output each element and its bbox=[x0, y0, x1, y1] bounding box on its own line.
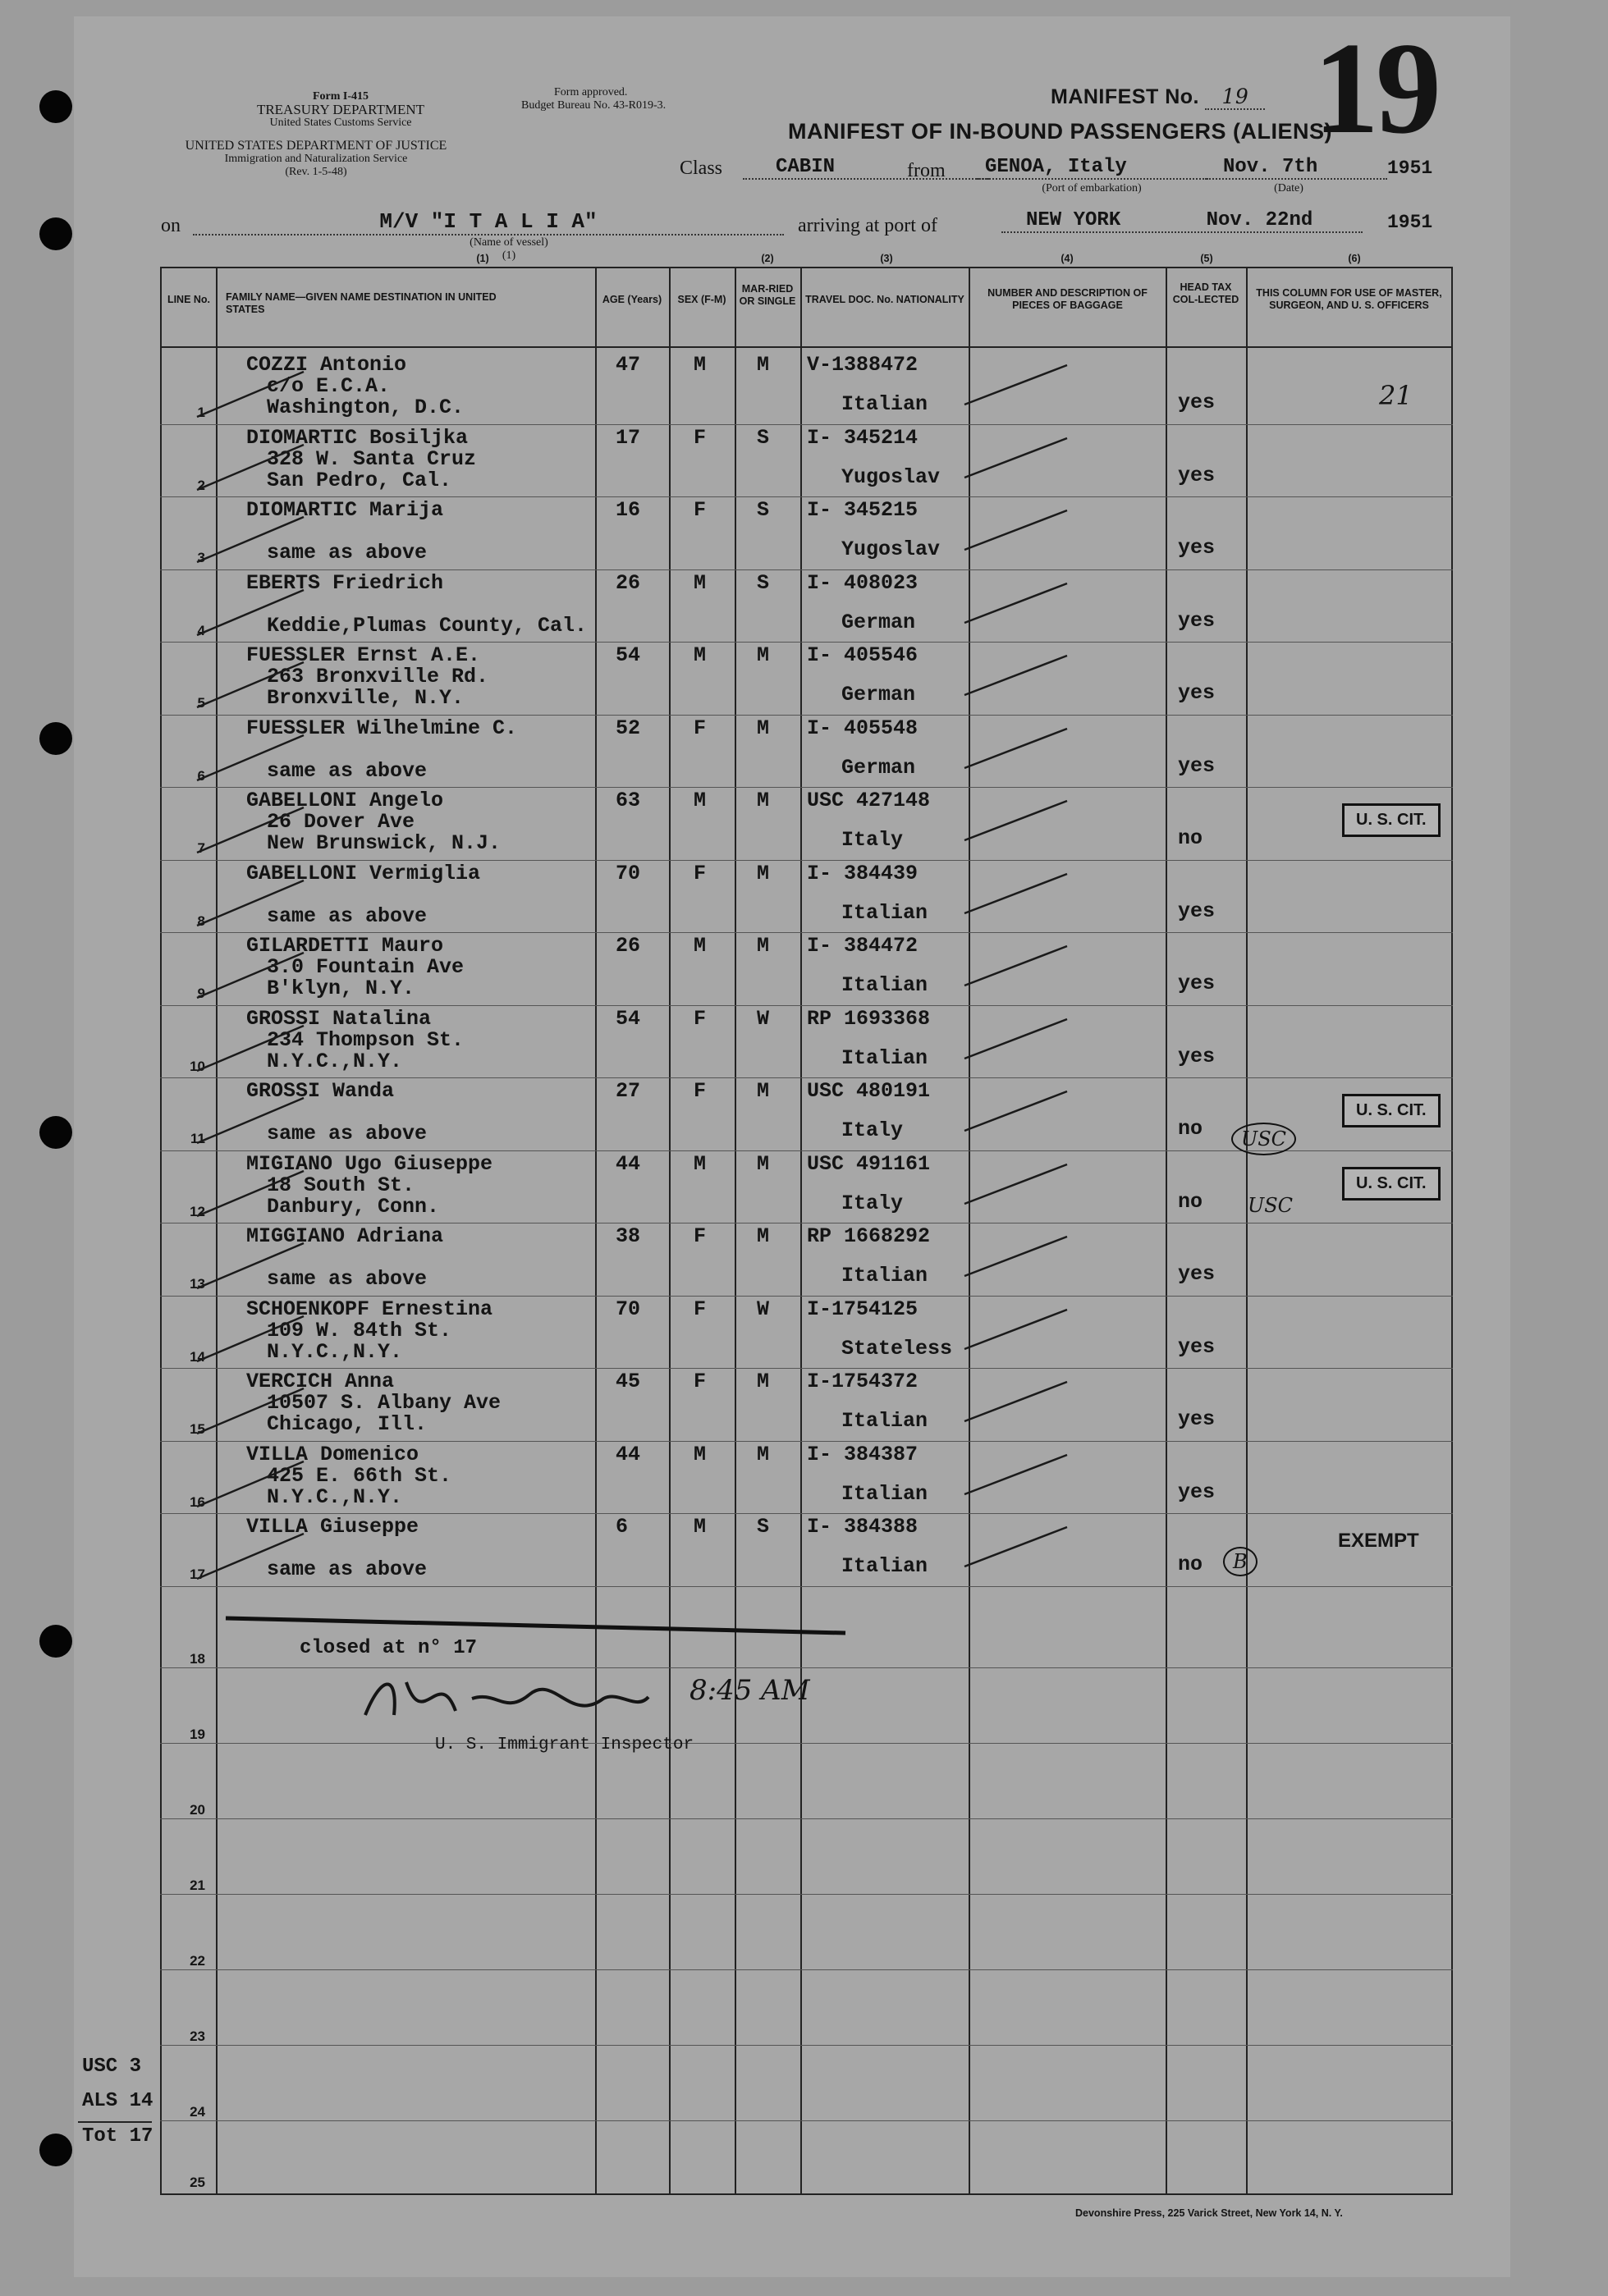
justice-label: UNITED STATES DEPARTMENT OF JUSTICE bbox=[185, 139, 447, 153]
destination-line2: San Pedro, Cal. bbox=[267, 468, 452, 492]
revision-label: (Rev. 1-5-48) bbox=[285, 166, 347, 178]
form-block bbox=[222, 90, 460, 130]
form-number: Form I-415 bbox=[312, 90, 369, 103]
binder-hole bbox=[39, 1625, 72, 1658]
destination-line2: B'klyn, N.Y. bbox=[267, 976, 415, 1000]
row-rule bbox=[160, 1667, 1453, 1668]
travel-doc-number: USC 427148 bbox=[807, 789, 931, 812]
check-stroke bbox=[960, 428, 1092, 494]
vessel-caption: (Name of vessel) bbox=[470, 236, 548, 249]
date-caption: (Date) bbox=[1274, 182, 1303, 194]
travel-doc-number: I- 405546 bbox=[807, 643, 919, 667]
line-number: 8 bbox=[197, 912, 205, 929]
passenger-sex: F bbox=[694, 1224, 707, 1248]
embarkation-port: GENOA, Italy bbox=[977, 156, 1207, 180]
check-stroke bbox=[960, 355, 1092, 421]
passenger-marital: M bbox=[757, 1370, 770, 1393]
head-tax: no bbox=[1178, 1553, 1203, 1576]
passenger-sex: M bbox=[694, 570, 707, 595]
head-tax: yes bbox=[1178, 1480, 1216, 1504]
row-rule bbox=[160, 2045, 1453, 2046]
passenger-sex: M bbox=[694, 1515, 707, 1539]
us-citizen-stamp: U. S. CIT. bbox=[1342, 1167, 1441, 1201]
check-stroke bbox=[189, 359, 681, 425]
col-name: FAMILY NAME—GIVEN NAME DESTINATION IN UNITED STATES bbox=[226, 291, 497, 315]
passenger-marital: S bbox=[757, 1515, 770, 1539]
head-tax: yes bbox=[1178, 753, 1216, 778]
class-value: CABIN bbox=[743, 156, 989, 180]
head-tax: yes bbox=[1178, 1044, 1216, 1068]
check-stroke bbox=[960, 1372, 1092, 1438]
destination-line1: 26 Dover Ave bbox=[267, 810, 415, 834]
margin-rule bbox=[78, 2121, 152, 2123]
passenger-marital: W bbox=[757, 1006, 770, 1031]
nationality: German bbox=[841, 683, 916, 707]
passenger-age: 63 bbox=[616, 789, 641, 812]
binder-hole bbox=[39, 217, 72, 250]
margin-note: ALS 14 bbox=[82, 2090, 153, 2112]
passenger-name: COZZI Antonio bbox=[246, 353, 407, 377]
line-number: 3 bbox=[197, 550, 205, 565]
manifest-number: 19 bbox=[1205, 85, 1265, 110]
head-tax: yes bbox=[1178, 1334, 1216, 1359]
binder-hole bbox=[39, 1116, 72, 1149]
line-number: 11 bbox=[190, 1131, 205, 1146]
approval-block bbox=[521, 86, 743, 112]
travel-doc-number: I- 405548 bbox=[807, 716, 919, 740]
passenger-sex: M bbox=[694, 789, 707, 812]
passenger-sex: M bbox=[694, 643, 707, 667]
col-baggage: NUMBER AND DESCRIPTION OF PIECES OF BAGGAGE bbox=[987, 287, 1148, 311]
check-stroke bbox=[189, 432, 681, 498]
passenger-marital: M bbox=[757, 1224, 770, 1248]
passenger-marital: W bbox=[757, 1297, 770, 1321]
usc-note: USC bbox=[1248, 1194, 1294, 1217]
check-stroke bbox=[189, 1449, 681, 1515]
budget-label: Budget Bureau No. 43-R019-3. bbox=[521, 99, 667, 112]
check-stroke bbox=[960, 1009, 1092, 1075]
passenger-name: VILLA Giuseppe bbox=[246, 1515, 419, 1539]
destination-line1: c/o E.C.A. bbox=[267, 374, 391, 398]
passenger-age: 26 bbox=[616, 570, 641, 595]
check-stroke bbox=[960, 719, 1092, 784]
passenger-age: 45 bbox=[616, 1370, 641, 1393]
destination-line2: same as above bbox=[267, 1557, 428, 1581]
travel-doc-number: I- 384472 bbox=[807, 934, 919, 958]
passenger-sex: F bbox=[694, 716, 707, 740]
margin-note: USC 3 bbox=[82, 2056, 142, 2078]
passenger-marital: S bbox=[757, 498, 770, 522]
col-officers: THIS COLUMN FOR USE OF MASTER, SURGEON, AND U. S. OFFICERS bbox=[1256, 287, 1442, 311]
nationality: German bbox=[841, 610, 916, 634]
head-tax: yes bbox=[1178, 972, 1216, 995]
passenger-marital: M bbox=[757, 1442, 770, 1466]
destination-line2: Bronxville, N.Y. bbox=[267, 686, 465, 710]
row-rule bbox=[160, 1818, 1453, 1819]
nationality: Stateless bbox=[841, 1336, 953, 1361]
line-number: 10 bbox=[190, 1058, 205, 1074]
passenger-age: 17 bbox=[616, 425, 641, 450]
check-stroke bbox=[960, 1517, 1092, 1583]
check-stroke bbox=[189, 723, 681, 789]
passenger-name: FUESSLER Wilhelmine C. bbox=[246, 716, 518, 740]
col-travel-doc: TRAVEL DOC. No. NATIONALITY bbox=[805, 294, 964, 305]
passenger-age: 47 bbox=[616, 353, 641, 377]
arriving-label: arriving at port of bbox=[798, 215, 937, 236]
passenger-sex: F bbox=[694, 425, 707, 450]
col-number: (5) bbox=[1200, 253, 1213, 264]
closing-time: 8:45 AM bbox=[689, 1674, 810, 1707]
passenger-age: 70 bbox=[616, 861, 641, 885]
destination-line2: same as above bbox=[267, 758, 428, 783]
passenger-marital: M bbox=[757, 1151, 770, 1176]
line-number: 4 bbox=[197, 622, 205, 638]
passenger-sex: F bbox=[694, 1370, 707, 1393]
line-number: 1 bbox=[197, 405, 205, 420]
passenger-marital: M bbox=[757, 789, 770, 812]
passenger-age: 27 bbox=[616, 1079, 641, 1103]
passenger-age: 54 bbox=[616, 643, 641, 667]
check-stroke bbox=[960, 864, 1092, 930]
year-arrival: 1951 bbox=[1387, 212, 1433, 233]
head-tax: yes bbox=[1178, 463, 1216, 487]
row-rule bbox=[160, 2120, 1453, 2121]
passenger-marital: M bbox=[757, 716, 770, 740]
destination-line2: N.Y.C.,N.Y. bbox=[267, 1049, 403, 1073]
line-number: 7 bbox=[197, 840, 205, 856]
passenger-marital: S bbox=[757, 425, 770, 450]
arrival-line bbox=[1001, 209, 1363, 233]
passenger-age: 16 bbox=[616, 498, 641, 522]
check-stroke bbox=[189, 1013, 681, 1079]
travel-doc-number: I- 408023 bbox=[807, 570, 919, 595]
head-tax: yes bbox=[1178, 1407, 1216, 1431]
passenger-marital: S bbox=[757, 570, 770, 595]
line-number: 12 bbox=[190, 1203, 205, 1219]
year-embarkation: 1951 bbox=[1387, 158, 1433, 179]
passenger-name: FUESSLER Ernst A.E. bbox=[246, 643, 481, 667]
us-citizen-stamp: U. S. CIT. bbox=[1342, 803, 1441, 837]
destination-line2: Danbury, Conn. bbox=[267, 1194, 440, 1219]
travel-doc-number: I- 384388 bbox=[807, 1515, 919, 1539]
head-tax: no bbox=[1178, 1117, 1203, 1141]
line-number: 6 bbox=[197, 767, 205, 784]
passenger-sex: F bbox=[694, 1006, 707, 1031]
passenger-name: EBERTS Friedrich bbox=[246, 570, 444, 595]
b-circled-note: B bbox=[1223, 1547, 1258, 1576]
line-number: 9 bbox=[197, 986, 205, 1001]
destination-line2: Chicago, Ill. bbox=[267, 1412, 428, 1436]
check-stroke bbox=[189, 578, 681, 643]
destination-line2: Washington, D.C. bbox=[267, 396, 465, 419]
check-stroke bbox=[189, 650, 681, 716]
destination-line1: 425 E. 66th St. bbox=[267, 1463, 452, 1488]
binder-hole bbox=[39, 90, 72, 123]
port-caption: (Port of embarkation) bbox=[1042, 182, 1142, 194]
passenger-name: DIOMARTIC Marija bbox=[246, 498, 444, 522]
approved-label: Form approved. bbox=[554, 86, 628, 98]
destination-line1: 18 South St. bbox=[267, 1173, 415, 1197]
destination-line1: 234 Thompson St. bbox=[267, 1027, 465, 1052]
head-tax: yes bbox=[1178, 681, 1216, 705]
passenger-name: MIGIANO Ugo Giuseppe bbox=[246, 1151, 493, 1176]
head-tax: yes bbox=[1178, 391, 1216, 414]
check-stroke bbox=[960, 646, 1092, 711]
nationality: Italian bbox=[841, 973, 928, 997]
line-number: 23 bbox=[190, 2028, 205, 2044]
travel-doc-number: I- 384387 bbox=[807, 1442, 919, 1466]
manifest-label: MANIFEST No. 19 bbox=[1051, 85, 1265, 109]
treasury-label: TREASURY DEPARTMENT bbox=[256, 102, 425, 117]
inspector-signature bbox=[357, 1666, 653, 1744]
nationality: Italian bbox=[841, 1409, 928, 1433]
nationality: German bbox=[841, 755, 916, 780]
margin-note: Tot 17 bbox=[82, 2125, 153, 2147]
line-number: 5 bbox=[197, 695, 205, 711]
manifest-title: MANIFEST OF IN-BOUND PASSENGERS (ALIENS) bbox=[788, 119, 1333, 144]
line-number: 15 bbox=[190, 1421, 205, 1437]
closed-note: closed at n° 17 bbox=[300, 1637, 478, 1659]
customs-label: United States Customs Service bbox=[269, 117, 412, 129]
destination-line2: same as above bbox=[267, 541, 428, 565]
col-number: (6) bbox=[1348, 253, 1361, 264]
passenger-age: 6 bbox=[616, 1515, 629, 1539]
exempt-stamp: EXEMPT bbox=[1338, 1530, 1419, 1552]
col-head-tax: HEAD TAX COL-LECTED bbox=[1172, 281, 1239, 305]
check-stroke bbox=[960, 1227, 1092, 1292]
passenger-name: MIGGIANO Adriana bbox=[246, 1224, 444, 1248]
destination-line1: 3.0 Fountain Ave bbox=[267, 955, 465, 979]
nationality: Yugoslav bbox=[841, 537, 941, 561]
col-married: MAR-RIED OR SINGLE bbox=[739, 283, 796, 307]
check-stroke bbox=[960, 574, 1092, 639]
line-number: 14 bbox=[190, 1348, 205, 1365]
line-number: 13 bbox=[190, 1276, 205, 1292]
vessel-colno: (1) bbox=[502, 249, 516, 262]
passenger-sex: F bbox=[694, 861, 707, 885]
nationality: Italian bbox=[841, 392, 928, 416]
passenger-name: VERCICH Anna bbox=[246, 1370, 395, 1393]
line-number: 19 bbox=[190, 1727, 205, 1742]
passenger-name: GILARDETTI Mauro bbox=[246, 934, 444, 958]
travel-doc-number: RP 1693368 bbox=[807, 1006, 931, 1031]
destination-line2: Keddie,Plumas County, Cal. bbox=[267, 613, 588, 638]
line-number: 24 bbox=[190, 2104, 205, 2120]
destination-line1: 109 W. 84th St. bbox=[267, 1318, 452, 1342]
passenger-name: GABELLONI Vermiglia bbox=[246, 861, 481, 885]
destination-line2: New Brunswick, N.J. bbox=[267, 831, 502, 855]
destination-line1: 263 Bronxville Rd. bbox=[267, 665, 489, 688]
line-number: 20 bbox=[190, 1802, 205, 1818]
travel-doc-number: USC 480191 bbox=[807, 1079, 931, 1103]
nationality: Italian bbox=[841, 1554, 928, 1578]
passenger-name: SCHOENKOPF Ernestina bbox=[246, 1297, 493, 1321]
passenger-marital: M bbox=[757, 934, 770, 958]
passenger-age: 54 bbox=[616, 1006, 641, 1031]
row-rule bbox=[160, 1743, 1453, 1744]
destination-line1: 10507 S. Albany Ave bbox=[267, 1391, 502, 1415]
passenger-sex: F bbox=[694, 498, 707, 522]
big-manifest-number: 19 bbox=[1313, 15, 1438, 161]
passenger-name: GABELLONI Angelo bbox=[246, 789, 444, 812]
arrival-port: NEW YORK bbox=[1026, 209, 1121, 231]
travel-doc-number: I-1754125 bbox=[807, 1297, 919, 1321]
check-stroke bbox=[189, 1086, 681, 1151]
arrival-date: Nov. 22nd bbox=[1206, 209, 1313, 231]
passenger-sex: F bbox=[694, 1079, 707, 1103]
passenger-name: GROSSI Wanda bbox=[246, 1079, 395, 1103]
head-tax: yes bbox=[1178, 1262, 1216, 1286]
line-number: 22 bbox=[190, 1953, 205, 1969]
passenger-marital: M bbox=[757, 353, 770, 377]
on-label: on bbox=[161, 215, 181, 236]
column-rule bbox=[800, 267, 802, 2195]
line-number: 16 bbox=[190, 1493, 205, 1510]
column-rule bbox=[1166, 267, 1167, 2195]
row-rule bbox=[160, 1969, 1453, 1970]
check-stroke bbox=[189, 795, 681, 861]
travel-doc-number: USC 491161 bbox=[807, 1151, 931, 1176]
table-header-rule bbox=[160, 346, 1453, 348]
row-rule bbox=[160, 1894, 1453, 1895]
passenger-age: 44 bbox=[616, 1151, 641, 1176]
destination-line2: N.Y.C.,N.Y. bbox=[267, 1484, 403, 1509]
col-number: (1) bbox=[476, 253, 489, 264]
officer-note: 21 bbox=[1379, 380, 1413, 411]
travel-doc-number: V-1388472 bbox=[807, 353, 919, 377]
head-tax: yes bbox=[1178, 536, 1216, 560]
passenger-marital: M bbox=[757, 861, 770, 885]
usc-circled-note: USC bbox=[1231, 1123, 1296, 1155]
check-stroke bbox=[960, 1445, 1092, 1511]
line-number: 21 bbox=[190, 1878, 205, 1893]
check-stroke bbox=[960, 791, 1092, 857]
head-tax: yes bbox=[1178, 899, 1216, 923]
check-stroke bbox=[189, 1304, 681, 1370]
ins-label: Immigration and Naturalization Service bbox=[224, 153, 408, 165]
passenger-marital: M bbox=[757, 643, 770, 667]
column-rule bbox=[735, 267, 736, 2195]
line-number: 18 bbox=[190, 1651, 205, 1667]
check-stroke bbox=[960, 936, 1092, 1002]
nationality: Italian bbox=[841, 1481, 928, 1506]
passenger-name: DIOMARTIC Bosiljka bbox=[246, 425, 469, 450]
passenger-sex: M bbox=[694, 1442, 707, 1466]
travel-doc-number: I- 384439 bbox=[807, 861, 919, 885]
destination-line1: 328 W. Santa Cruz bbox=[267, 446, 477, 471]
travel-doc-number: I-1754372 bbox=[807, 1370, 919, 1393]
passenger-name: VILLA Domenico bbox=[246, 1442, 419, 1466]
check-stroke bbox=[960, 1082, 1092, 1147]
binder-hole bbox=[39, 2134, 72, 2166]
passenger-age: 52 bbox=[616, 716, 641, 740]
destination-line2: same as above bbox=[267, 903, 428, 928]
destination-line2: same as above bbox=[267, 1122, 428, 1146]
nationality: Yugoslav bbox=[841, 464, 941, 489]
check-stroke bbox=[189, 1521, 681, 1587]
check-stroke bbox=[960, 1155, 1092, 1220]
line-number: 25 bbox=[190, 2175, 205, 2190]
inspector-title: U. S. Immigrant Inspector bbox=[435, 1736, 694, 1754]
nationality: Italian bbox=[841, 1264, 928, 1287]
nationality: Italian bbox=[841, 900, 928, 925]
travel-doc-number: I- 345214 bbox=[807, 425, 919, 450]
col-line-no: LINE No. bbox=[167, 294, 211, 305]
check-stroke bbox=[189, 1159, 681, 1224]
nationality: Italy bbox=[841, 1118, 904, 1142]
head-tax: yes bbox=[1178, 608, 1216, 633]
col-number: (2) bbox=[761, 253, 774, 264]
line-number: 17 bbox=[190, 1566, 205, 1582]
col-sex: SEX (F-M) bbox=[677, 294, 726, 305]
check-stroke bbox=[960, 1300, 1092, 1365]
line-number: 2 bbox=[197, 477, 205, 493]
check-stroke bbox=[189, 940, 681, 1006]
head-tax: no bbox=[1178, 826, 1203, 850]
closing-strike-line bbox=[222, 1608, 862, 1641]
destination-line2: N.Y.C.,N.Y. bbox=[267, 1339, 403, 1364]
passenger-sex: M bbox=[694, 934, 707, 958]
from-label: from bbox=[907, 160, 946, 181]
nationality: Italian bbox=[841, 1045, 928, 1070]
travel-doc-number: RP 1668292 bbox=[807, 1224, 931, 1248]
col-number: (3) bbox=[880, 253, 893, 264]
check-stroke bbox=[189, 1376, 681, 1442]
passenger-name: GROSSI Natalina bbox=[246, 1006, 432, 1031]
destination-line2: same as above bbox=[267, 1267, 428, 1291]
check-stroke bbox=[189, 505, 681, 570]
us-citizen-stamp: U. S. CIT. bbox=[1342, 1094, 1441, 1127]
passenger-sex: F bbox=[694, 1297, 707, 1321]
vessel-name: M/V "I T A L I A" bbox=[193, 209, 784, 236]
class-label: Class bbox=[680, 158, 723, 179]
check-stroke bbox=[189, 1231, 681, 1297]
check-stroke bbox=[189, 868, 681, 934]
col-age: AGE (Years) bbox=[602, 294, 662, 305]
check-stroke bbox=[960, 501, 1092, 566]
nationality: Italy bbox=[841, 828, 904, 852]
justice-block bbox=[144, 139, 488, 179]
binder-hole bbox=[39, 722, 72, 755]
passenger-sex: M bbox=[694, 353, 707, 377]
passenger-age: 44 bbox=[616, 1442, 641, 1466]
embarkation-date: Nov. 7th bbox=[1207, 156, 1387, 180]
head-tax: no bbox=[1178, 1189, 1203, 1214]
passenger-age: 26 bbox=[616, 934, 641, 958]
passenger-age: 70 bbox=[616, 1297, 641, 1321]
column-rule bbox=[1246, 267, 1248, 2195]
travel-doc-number: I- 345215 bbox=[807, 498, 919, 522]
printer-imprint: Devonshire Press, 225 Varick Street, New York 14, N. Y. bbox=[1075, 2207, 1343, 2219]
passenger-marital: M bbox=[757, 1079, 770, 1103]
passenger-sex: M bbox=[694, 1151, 707, 1176]
nationality: Italy bbox=[841, 1191, 904, 1215]
col-number: (4) bbox=[1061, 253, 1074, 264]
passenger-age: 38 bbox=[616, 1224, 641, 1248]
